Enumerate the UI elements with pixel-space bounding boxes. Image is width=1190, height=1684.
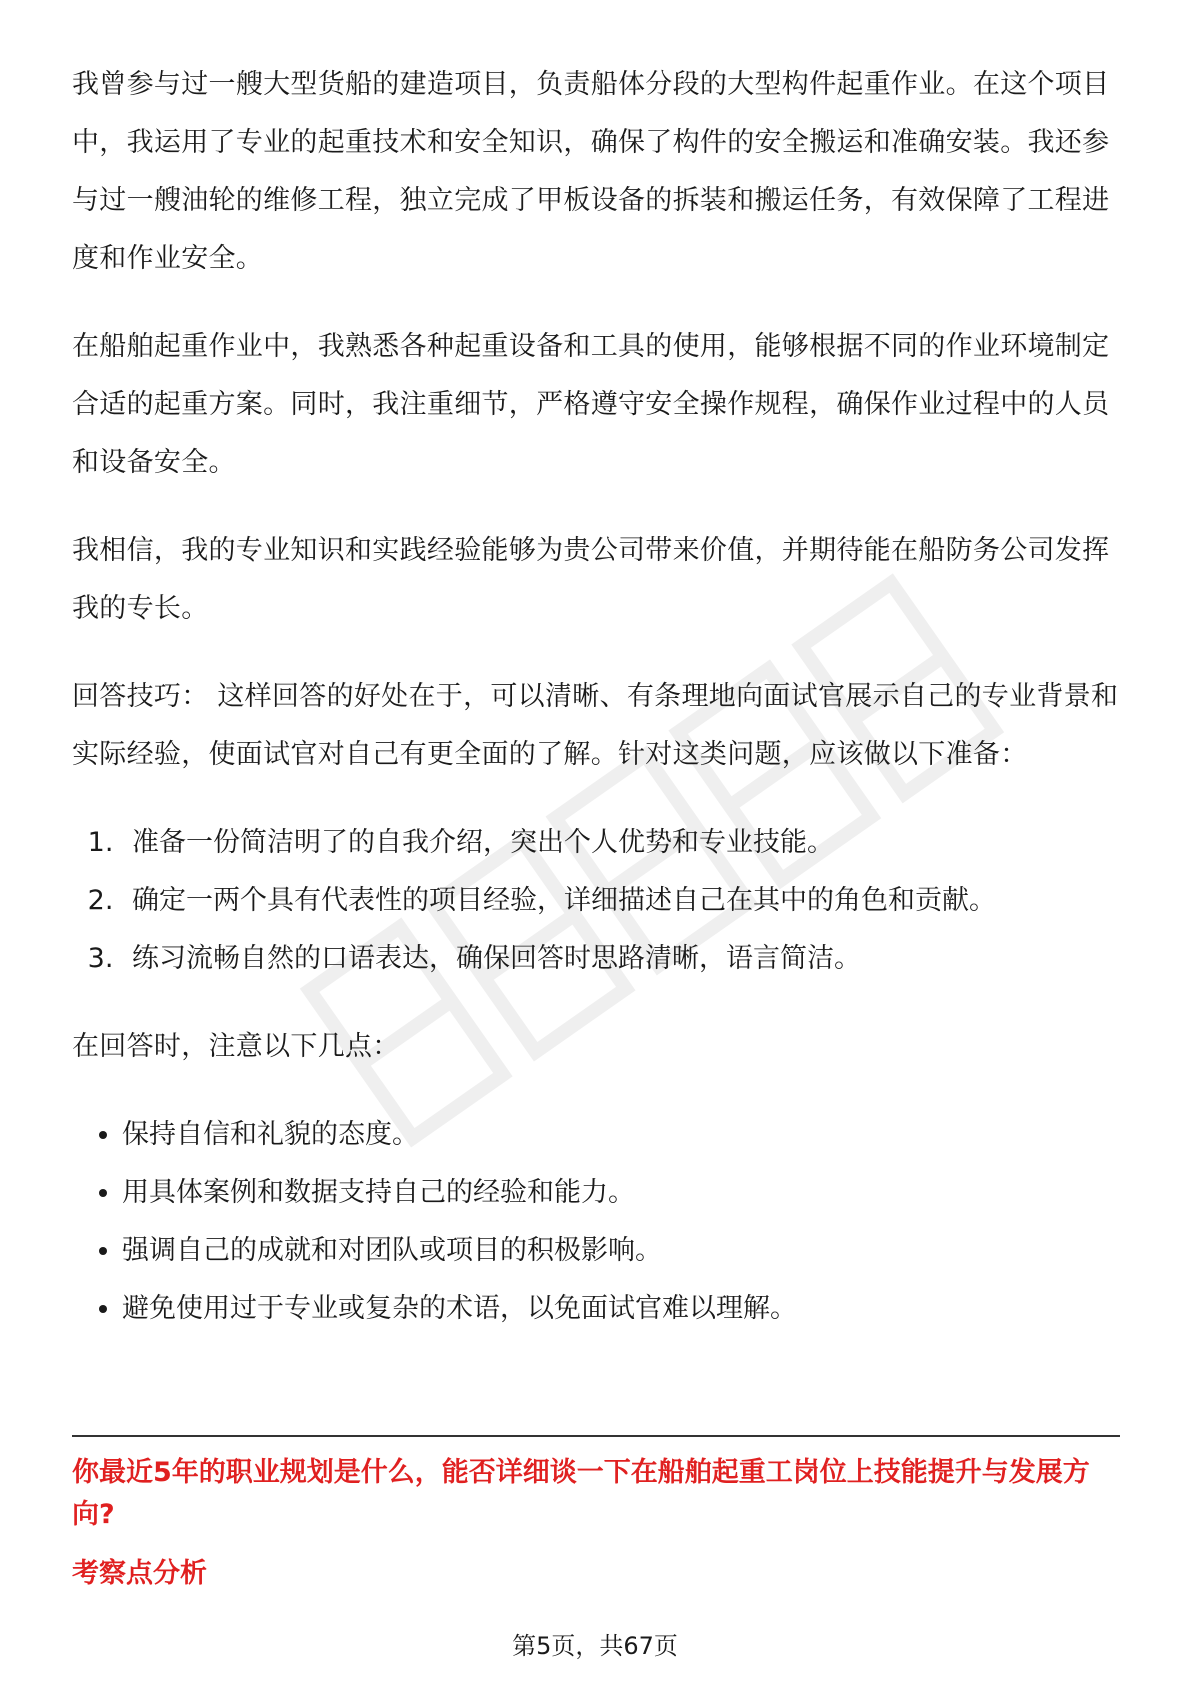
list-item: • 避免使用过于专业或复杂的术语，以免面试官难以理解。 [122, 1280, 1122, 1338]
paragraph-attention-intro: 在回答时，注意以下几点： [72, 1031, 400, 1062]
section-heading: 考察点分析 [72, 1558, 207, 1589]
paragraph-answer-tips: 回答技巧： 这样回答的好处在于，可以清晰、有条理地向面试官展示自己的专业背景和实际经验，使面试官对自己有更全面的了解。针对这类问题，应该做以下准备： [72, 681, 1119, 770]
list-item: 2. 确定一两个具有代表性的项目经验，详细描述自己在其中的角色和贡献。 [122, 872, 1122, 930]
list-item: 3. 练习流畅自然的口语表达，确保回答时思路清晰，语言简洁。 [122, 930, 1122, 988]
attention-list [72, 1106, 1122, 1338]
section-divider [72, 1435, 1120, 1437]
preparation-list [72, 814, 1122, 988]
list-item: • 保持自信和礼貌的态度。 [122, 1106, 1122, 1164]
list-item: 1. 准备一份简洁明了的自我介绍，突出个人优势和专业技能。 [122, 814, 1122, 872]
list-item: • 用具体案例和数据支持自己的经验和能力。 [122, 1164, 1122, 1222]
page-number: 第5页，共67页 [512, 1632, 678, 1660]
document-body [72, 56, 1122, 1368]
paragraph-skills: 在船舶起重作业中，我熟悉各种起重设备和工具的使用，能够根据不同的作业环境制定合适的起重方案。同时，我注重细节，严格遵守安全操作规程，确保作业过程中的人员和设备安全。 [72, 331, 1110, 478]
list-item: • 强调自己的成就和对团队或项目的积极影响。 [122, 1222, 1122, 1280]
paragraph-project-experience: 我曾参与过一艘大型货船的建造项目，负责船体分段的大型构件起重作业。在这个项目中，我运用了专业的起重技术和安全知识，确保了构件的安全搬运和准确安装。我还参与过一艘油轮的维修工程，独立完成了甲板设备的拆装和搬运任务，有效保障了工程进度和作业安全。 [72, 69, 1110, 274]
question-title: 你最近5年的职业规划是什么，能否详细谈一下在船舶起重工岗位上技能提升与发展方向? [72, 1457, 1090, 1530]
paragraph-conclusion: 我相信，我的专业知识和实践经验能够为贵公司带来价值，并期待能在船防务公司发挥我的专长。 [72, 535, 1110, 624]
